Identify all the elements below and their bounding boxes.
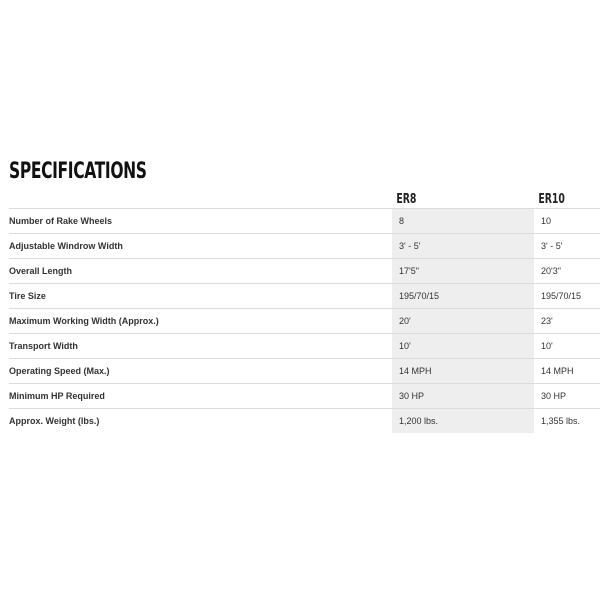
header-er8 [392,188,534,209]
er10-value: 1,355 lbs. [541,416,581,426]
er10-value: 23' [534,309,600,334]
specifications-table [9,188,600,433]
row-label: Overall Length [9,259,392,284]
header-er10 [534,188,600,209]
er8-value: 14 MPH [392,359,534,384]
row-label: Tire Size [9,284,392,309]
table-row [9,359,600,384]
er8-value: 1,200 lbs. [392,409,534,434]
er10-value: 195/70/15 [534,284,600,309]
er10-value: 3' - 5' [534,234,600,259]
header-er8-label: ER8 [396,192,417,207]
er8-value: 10' [392,334,534,359]
table-header-row [9,188,600,209]
er10-value: 30 HP [534,384,600,409]
er8-value: 3' - 5' [392,234,534,259]
row-label: Approx. Weight (lbs.) [9,416,100,426]
page-title: SPECIFICATIONS [9,158,147,184]
row-label: Maximum Working Width (Approx.) [9,309,392,334]
table-row [9,209,600,234]
row-label: Operating Speed (Max.) [9,359,392,384]
row-label: Adjustable Windrow Width [9,234,392,259]
er8-value: 30 HP [392,384,534,409]
header-er10-label: ER10 [538,192,565,207]
table-row [9,259,600,284]
table-row [9,384,600,409]
row-label: Number of Rake Wheels [9,209,392,234]
table-row [9,334,600,359]
table-row [9,234,600,259]
er10-value: 10' [534,334,600,359]
er10-value: 14 MPH [534,359,600,384]
er8-value: 195/70/15 [392,284,534,309]
row-label: Minimum HP Required [9,384,392,409]
table-row [9,309,600,334]
er8-value: 8 [392,209,534,234]
header-spec-label [9,188,392,209]
table-row [9,409,600,434]
table-row [9,284,600,309]
row-label: Transport Width [9,334,392,359]
er8-value: 17'5" [392,259,534,284]
er10-value: 10 [534,209,600,234]
er8-value: 20' [392,309,534,334]
er10-value: 20'3" [534,259,600,284]
